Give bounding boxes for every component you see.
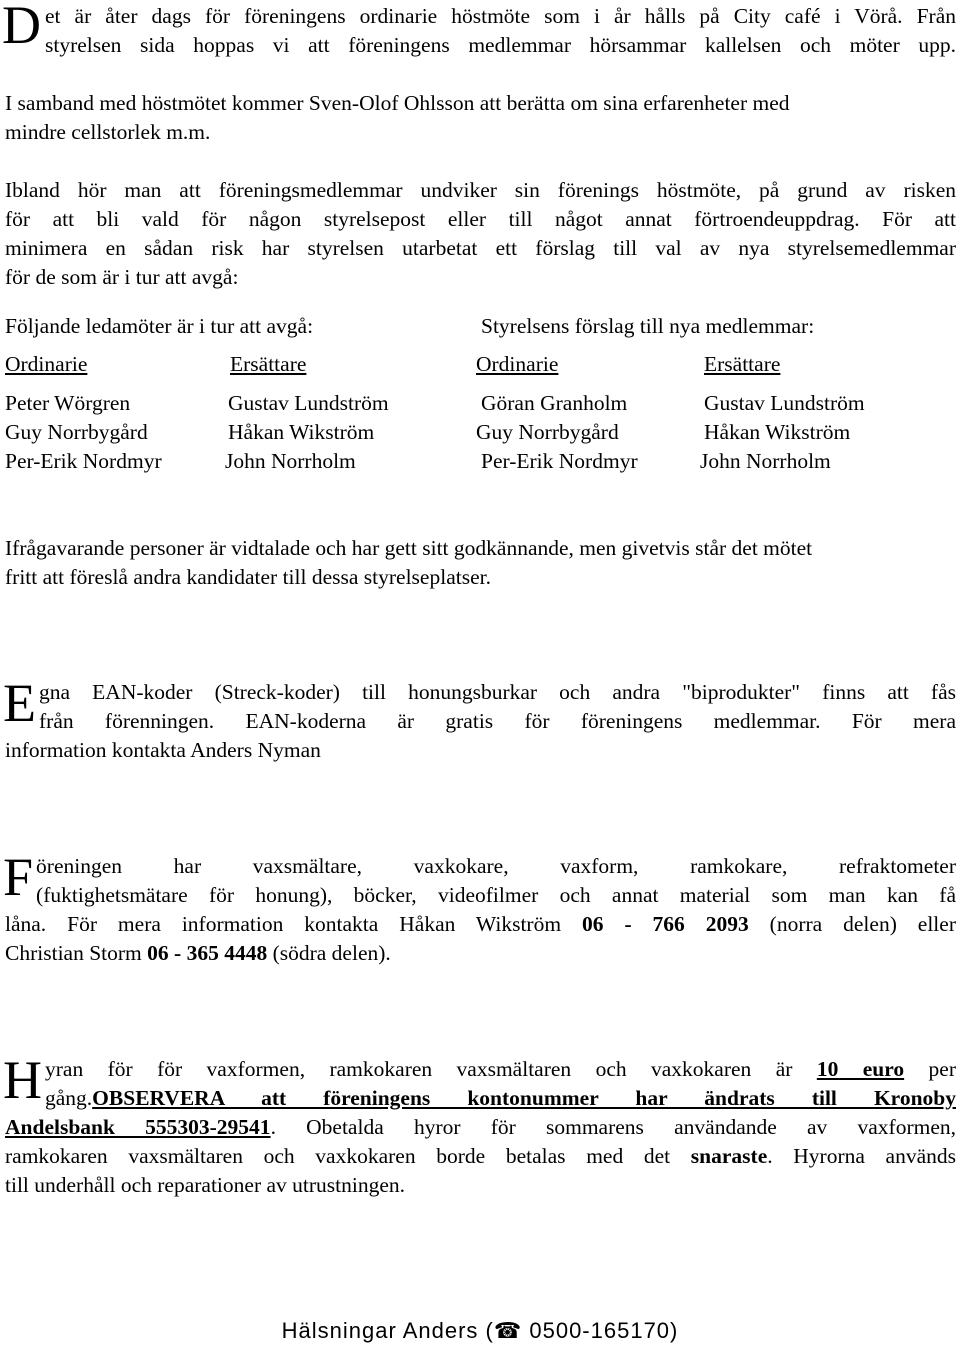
member-cell: John Norrholm xyxy=(225,449,356,473)
phone-north: 06 - 766 2093 xyxy=(582,912,749,936)
equipment-paragraph: F öreningen har vaxsmältare, vaxkokare, vaxform, ramkokare, refraktometer (fuktighetsmätare för honung), böcker, videofilmer och annat material som man kan få låna. För mera information kontakta Håkan Wikström 06 - 766 2093 (norra delen) eller Christian Storm 06 - 365 4448 (södra delen). xyxy=(5,852,956,968)
rent-line1: yran för för vaxformen, ramkokaren vaxsmältaren och vaxkokaren är 10 euro per xyxy=(45,1057,956,1081)
member-cell: Göran Granholm xyxy=(481,391,628,415)
dropcap-d: D xyxy=(2,0,41,55)
member-cell: Gustav Lundström xyxy=(228,391,389,415)
proposal-heading: Styrelsens förslag till nya medlemmar: xyxy=(481,314,815,338)
dropcap-h: H xyxy=(3,1050,42,1110)
equipment-line4: Christian Storm 06 - 365 4448 (södra delen). xyxy=(5,941,391,965)
consent-paragraph: Ifrågavarande personer är vidtalade och har gett sitt godkännande, men givetvis står det mötet fritt att föreslå andra kandidater till dessa styrelseplatser. xyxy=(5,536,813,589)
member-cell: Gustav Lundström xyxy=(704,391,865,415)
member-cell: Per-Erik Nordmyr xyxy=(5,449,162,473)
col-header-ordinarie-2: Ordinarie xyxy=(476,352,559,376)
speaker-paragraph: I samband med höstmötet kommer Sven-Olof Ohlsson att berätta om sina erfarenheter med mindre cellstorlek m.m. xyxy=(5,91,790,144)
dropcap-f: F xyxy=(3,847,34,907)
col-header-ersattare-1: Ersättare xyxy=(230,352,307,376)
retiring-heading: Följande ledamöter är i tur att avgå: xyxy=(5,314,314,338)
rent-line4: ramkokaren vaxsmältaren och vaxkokaren borde betalas med det snaraste. Hyrorna används xyxy=(5,1144,957,1168)
member-cell: John Norrholm xyxy=(700,449,831,473)
equipment-line3: låna. För mera information kontakta Håkan Wikström 06 - 766 2093 (norra delen) eller xyxy=(5,912,956,936)
dropcap-e: E xyxy=(3,673,36,733)
member-cell: Peter Wörgren xyxy=(5,391,131,415)
rent-urgent: snaraste xyxy=(690,1144,768,1168)
account-number: Andelsbank 555303-29541 xyxy=(5,1115,271,1139)
account-notice: OBSERVERA att föreningens kontonummer har ändrats till Kronoby xyxy=(92,1086,956,1110)
member-cell: Håkan Wikström xyxy=(228,420,375,444)
phone-icon: ☎ xyxy=(493,1318,523,1343)
col-header-ersattare-2: Ersättare xyxy=(704,352,781,376)
intro-paragraph: D et är åter dags för föreningens ordinarie höstmöte som i år hålls på City café i Vörå. Från styrelsen sida hoppas vi att föreningens medlemmar hörsammar kallelsen och möter upp. xyxy=(2,0,956,57)
member-cell: Per-Erik Nordmyr xyxy=(481,449,638,473)
member-cell: Håkan Wikström xyxy=(704,420,851,444)
member-cell: Guy Norrbygård xyxy=(476,420,619,444)
rent-line3: Andelsbank 555303-29541. Obetalda hyror för sommarens användande av vaxformen, xyxy=(5,1115,956,1139)
rent-price: 10 euro xyxy=(816,1057,905,1081)
rent-paragraph: H yran för för vaxformen, ramkokaren vaxsmältaren och vaxkokaren är 10 euro per gång.OBSERVERA att föreningens kontonummer har ändrats till Kronoby Andelsbank 555303-29541. Obetalda hyror för sommarens användande av vaxformen, ramkokaren vaxsmältaren och vaxkokaren borde betalas med det snaraste. Hyrorna används till underhåll och reparationer av utrustningen. xyxy=(3,1050,957,1197)
member-cell: Guy Norrbygård xyxy=(5,420,148,444)
col-header-ordinarie-1: Ordinarie xyxy=(5,352,88,376)
ean-paragraph: E gna EAN-koder (Streck-koder) till honungsburkar och andra "biprodukter" finns att fås från förenningen. EAN-koderna är gratis för föreningens medlemmar. För mera information kontakta Anders Nyman xyxy=(3,673,956,762)
risk-paragraph: Ibland hör man att föreningsmedlemmar undviker sin förenings höstmöte, på grund av risken för att bli vald för någon styrelsepost eller till något annat förtroendeuppdrag. För att minimera en sådan risk har styrelsen utarbetat ett förslag till val av nya styrelsemedlemmar för de som är i tur att avgå: xyxy=(5,178,956,289)
phone-south: 06 - 365 4448 xyxy=(147,941,268,965)
rent-line2: gång.OBSERVERA att föreningens kontonummer har ändrats till Kronoby xyxy=(45,1086,956,1110)
footer-signature: Hälsningar Anders (☎ 0500-165170) xyxy=(281,1318,679,1343)
